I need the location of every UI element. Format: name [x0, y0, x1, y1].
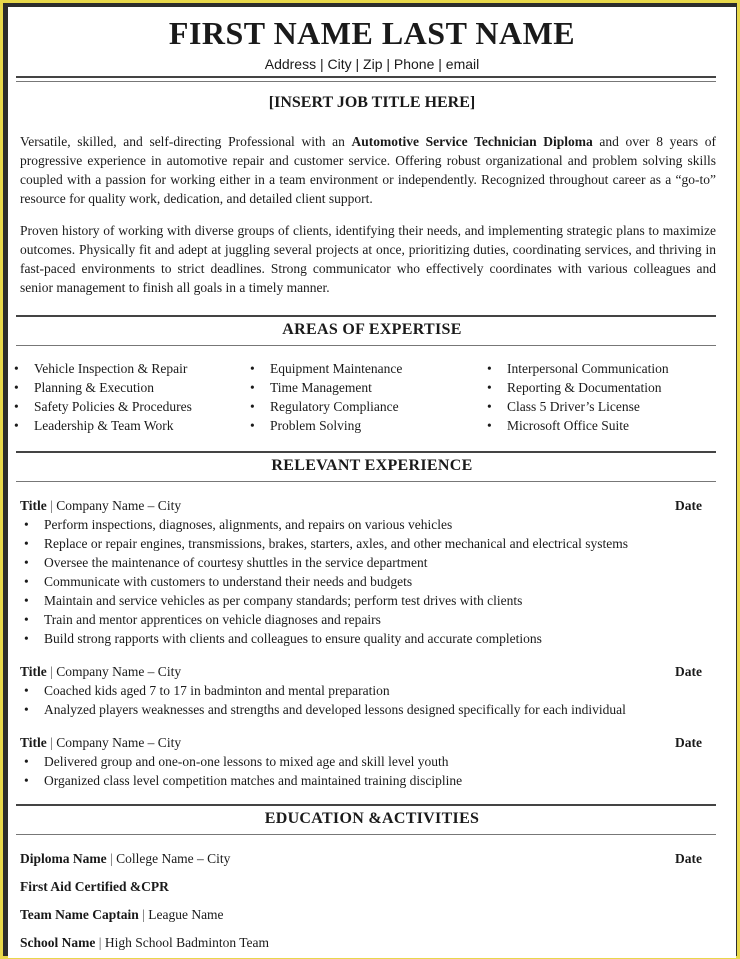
activity-team-captain: Team Name Captain | League Name	[20, 907, 224, 922]
header-divider-secondary	[16, 81, 716, 82]
list-item: • Analyzed players weaknesses and strengths and developed lessons designed specifically for each individual	[24, 702, 626, 717]
education-date: Date	[675, 851, 702, 866]
job-title: [INSERT JOB TITLE HERE]	[268, 94, 476, 111]
education-heading: EDUCATION &ACTIVITIES	[264, 810, 480, 827]
expertise-column-3	[483, 359, 669, 435]
candidate-name: FIRST NAME LAST NAME	[168, 15, 576, 51]
experience-heading: RELEVANT EXPERIENCE	[271, 457, 473, 474]
list-item: • Replace or repair engines, transmissions, brakes, starters, axles, and other mechanical and electrical systems	[24, 536, 629, 551]
education-divider-top	[16, 804, 716, 806]
list-item: • Oversee the maintenance of courtesy shuttles in the service department	[24, 555, 428, 570]
job-1-date: Date	[675, 498, 702, 513]
list-item: • Maintain and service vehicles as per company standards; perform test drives with clients	[24, 593, 523, 608]
header-divider	[16, 76, 716, 78]
job-1-header: Title | Company Name – City Date	[20, 498, 702, 513]
expertise-item: • Problem Solving	[250, 418, 362, 433]
expertise-item: • Microsoft Office Suite	[487, 418, 629, 433]
job-1-bullets	[20, 515, 720, 648]
expertise-item: • Regulatory Compliance	[250, 399, 399, 414]
expertise-item: • Planning & Execution	[14, 380, 154, 395]
expertise-item: • Leadership & Team Work	[14, 418, 174, 433]
list-item: • Build strong rapports with clients and colleagues to ensure quality and accurate completions	[24, 631, 542, 646]
experience-divider-top	[16, 451, 716, 453]
resume-page	[8, 7, 736, 958]
job-2-header: Title | Company Name – City Date	[20, 664, 702, 679]
list-item: • Coached kids aged 7 to 17 in badminton and mental preparation	[24, 683, 390, 698]
experience-divider-bottom	[16, 481, 716, 482]
list-item: • Organized class level competition matches and maintained training discipline	[24, 773, 463, 788]
job-3-bullets	[20, 752, 720, 790]
education-divider-bottom	[16, 834, 716, 835]
expertise-heading: AREAS OF EXPERTISE	[282, 321, 462, 338]
expertise-column-2	[246, 359, 402, 435]
expertise-item: • Safety Policies & Procedures	[14, 399, 192, 414]
expertise-divider-top	[16, 315, 716, 317]
summary-paragraph-1: Versatile, skilled, and self-directing Professional with an Automotive Service Technician Diploma and over 8 years of progressive experience in automotive repair and customer service. Offering robust organizational and problem solving skills coupled with a passion for working either in a team environment or independently. Recognized throughout career as a “go-to” resource for quality work, dedication, and detailed client support.	[20, 134, 716, 206]
expertise-item: • Time Management	[250, 380, 372, 395]
expertise-item: • Class 5 Driver’s License	[487, 399, 640, 414]
diploma-highlight: Automotive Service Technician Diploma	[351, 134, 593, 149]
education-first-aid: First Aid Certified &CPR	[20, 879, 169, 894]
expertise-divider-bottom	[16, 345, 716, 346]
job-3-date: Date	[675, 735, 702, 750]
contact-line: Address | City | Zip | Phone | email	[264, 56, 480, 72]
summary-paragraph-2: Proven history of working with diverse groups of clients, identifying their needs, and implementing strategic plans to maximize outcomes. Physically fit and adept at juggling several projects at once, prioritizing duties, coordinating services, and thriving in fast-paced environments to strict deadlines. Strong communicator who effectively coordinates with various colleagues and senior management to finish all goals in a timely manner.	[20, 223, 716, 295]
expertise-item: • Equipment Maintenance	[250, 361, 403, 376]
expertise-item: • Interpersonal Communication	[487, 361, 669, 376]
expertise-item: • Reporting & Documentation	[487, 380, 662, 395]
expertise-item: • Vehicle Inspection & Repair	[14, 361, 188, 376]
education-diploma: Diploma Name | College Name – City Date	[20, 851, 702, 866]
list-item: • Delivered group and one-on-one lessons to mixed age and skill level youth	[24, 754, 449, 769]
job-2-bullets	[20, 681, 720, 719]
expertise-column-1	[10, 359, 192, 435]
job-2-date: Date	[675, 664, 702, 679]
list-item: • Perform inspections, diagnoses, alignments, and repairs on various vehicles	[24, 517, 453, 532]
list-item: • Communicate with customers to understand their needs and budgets	[24, 574, 413, 589]
activity-school-team: School Name | High School Badminton Team	[20, 935, 269, 950]
job-3-header: Title | Company Name – City Date	[20, 735, 702, 750]
list-item: • Train and mentor apprentices on vehicle diagnoses and repairs	[24, 612, 381, 627]
